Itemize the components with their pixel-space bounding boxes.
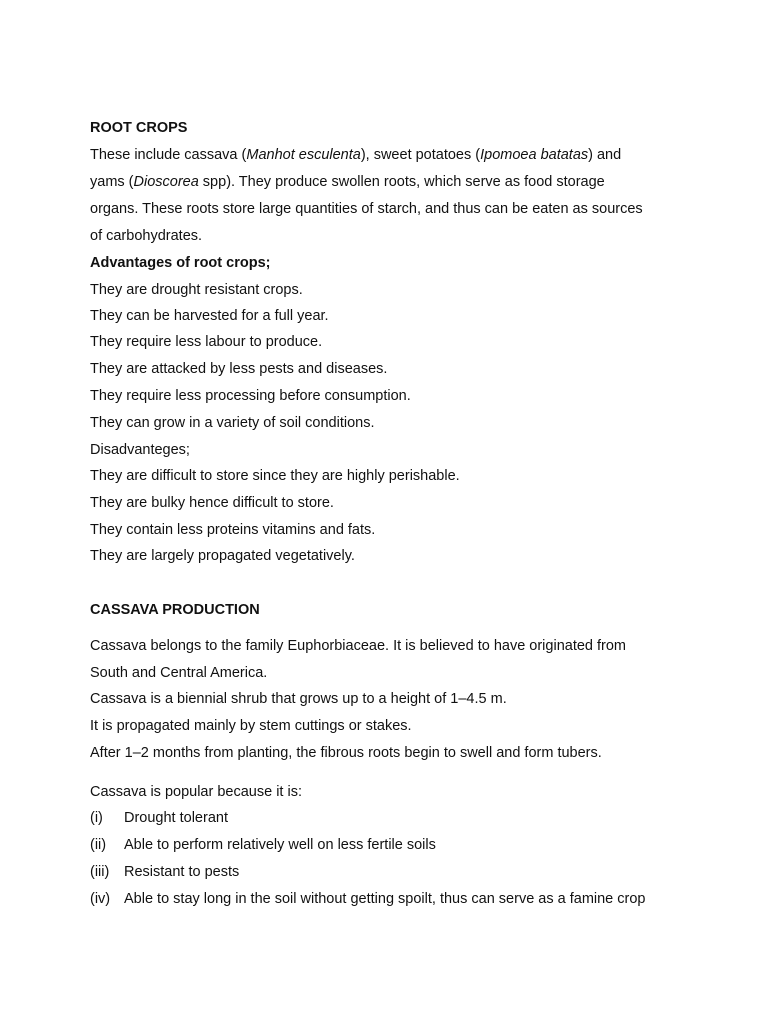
advantages-heading: Advantages of root crops;	[90, 255, 271, 271]
advantage-item: They require less labour to produce.	[90, 334, 323, 350]
cassava-para-line: Cassava is a biennial shrub that grows up to a height of 1–4.5 m.	[90, 691, 507, 707]
list-item	[90, 808, 228, 828]
list-item	[90, 889, 645, 909]
scientific-name: Manhot esculenta	[246, 147, 361, 163]
list-text: Resistant to pests	[124, 864, 240, 880]
disadvantage-item: They are largely propagated vegetatively.	[90, 548, 355, 564]
cassava-para-line: After 1–2 months from planting, the fibrous roots begin to swell and form tubers.	[90, 745, 602, 761]
list-item	[90, 862, 239, 882]
intro-line-3: organs. These roots store large quantities of starch, and thus can be eaten as sources	[90, 201, 643, 217]
advantage-item: They are drought resistant crops.	[90, 282, 303, 298]
intro-line-1	[90, 145, 621, 165]
intro-text: spp). They produce swollen roots, which serve as food storage	[198, 174, 605, 190]
advantage-item: They can be harvested for a full year.	[90, 308, 329, 324]
popular-intro: Cassava is popular because it is:	[90, 784, 302, 800]
intro-line-2	[90, 172, 605, 192]
list-number: (i)	[90, 810, 103, 826]
advantage-item: They can grow in a variety of soil conditions.	[90, 415, 375, 431]
scientific-name: Dioscorea	[133, 174, 199, 190]
cassava-para-line: It is propagated mainly by stem cuttings or stakes.	[90, 718, 412, 734]
section-heading-cassava-production: CASSAVA PRODUCTION	[90, 602, 260, 618]
intro-text: yams (	[90, 174, 134, 190]
intro-text: These include cassava (	[90, 147, 247, 163]
list-text: Able to stay long in the soil without getting spoilt, thus can serve as a famine crop	[124, 891, 646, 907]
intro-line-4: of carbohydrates.	[90, 228, 203, 244]
advantage-item: They are attacked by less pests and diseases.	[90, 361, 388, 377]
disadvantage-item: They contain less proteins vitamins and fats.	[90, 522, 376, 538]
intro-text: ) and	[588, 147, 622, 163]
list-item	[90, 835, 436, 855]
disadvantage-item: They are bulky hence difficult to store.	[90, 495, 334, 511]
cassava-para-line: South and Central America.	[90, 665, 268, 681]
list-text: Drought tolerant	[124, 810, 228, 826]
advantage-item: They require less processing before consumption.	[90, 388, 411, 404]
list-text: Able to perform relatively well on less fertile soils	[124, 837, 436, 853]
cassava-para-line: Cassava belongs to the family Euphorbiaceae. It is believed to have originated from	[90, 638, 627, 654]
section-heading-root-crops: ROOT CROPS	[90, 120, 188, 136]
list-number: (ii)	[90, 837, 107, 853]
scientific-name: Ipomoea batatas	[480, 147, 589, 163]
list-number: (iv)	[90, 891, 111, 907]
intro-text: ), sweet potatoes (	[360, 147, 481, 163]
disadvantage-item: They are difficult to store since they are highly perishable.	[90, 468, 460, 484]
disadvantages-heading: Disadvanteges;	[90, 442, 190, 458]
list-number: (iii)	[90, 864, 110, 880]
